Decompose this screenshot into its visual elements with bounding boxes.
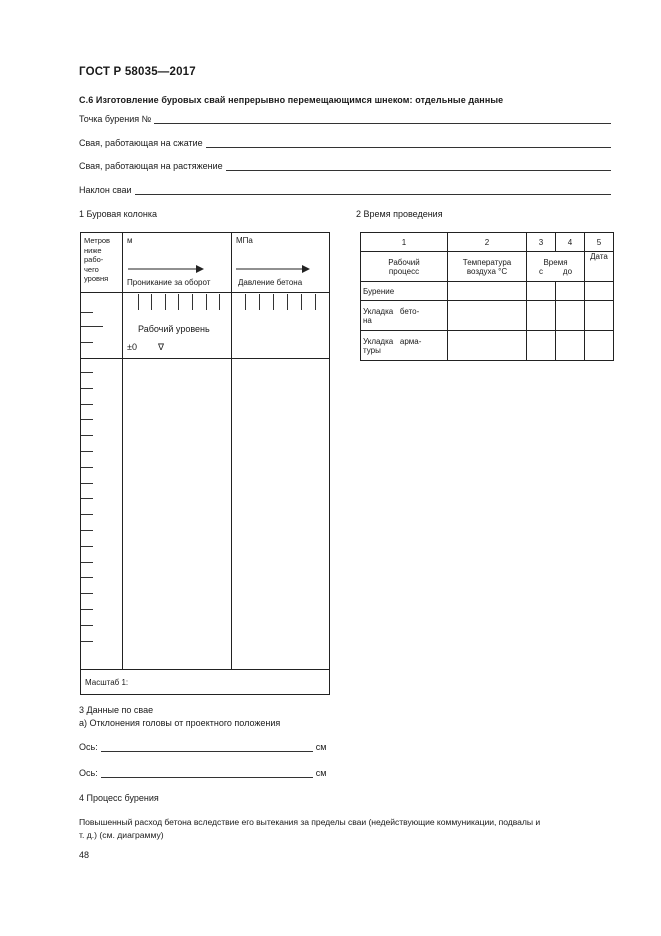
pile-data-heading: 3 Данные по свае (79, 705, 154, 715)
scale-tick (287, 294, 288, 310)
field-label: Свая, работающая на растяжение (79, 161, 223, 171)
depth-dash (81, 562, 93, 563)
depth-dash (81, 483, 93, 484)
field-tension-pile[interactable] (79, 161, 611, 171)
scale-tick (165, 294, 166, 310)
scale-tick (206, 294, 207, 310)
process-text-line2: т. д.) (см. диаграмму) (79, 830, 164, 840)
cell[interactable] (585, 282, 614, 301)
cell[interactable] (527, 331, 556, 361)
depth-column-header: Метров ниже рабо- чего уровня (84, 236, 111, 283)
pressure-unit: МПа (236, 236, 253, 245)
scale-tick (245, 294, 246, 310)
depth-dash (81, 372, 93, 373)
depth-dash (81, 342, 93, 343)
page-number: 48 (79, 850, 90, 860)
scale-tick (151, 294, 152, 310)
drilling-column-table (80, 232, 330, 695)
depth-dash (81, 326, 103, 327)
depth-dash (81, 435, 93, 436)
field-drilling-point[interactable] (79, 114, 611, 124)
depth-dash (81, 467, 93, 468)
scale-tick (301, 294, 302, 310)
arrow-right-icon (128, 261, 200, 279)
page-header-title: ГОСТ Р 58035—2017 (79, 66, 196, 78)
drilling-column-heading: 1 Буровая колонка (79, 209, 157, 219)
row-divider (80, 669, 330, 670)
scale-tick (138, 294, 139, 310)
depth-dash (81, 625, 93, 626)
work-level-label: Рабочий уровень (138, 324, 210, 334)
depth-dash (81, 451, 93, 452)
fill-line (206, 138, 611, 148)
row-concreting: Укладка бето- на (361, 301, 448, 331)
scale-tick (273, 294, 274, 310)
depth-dash (81, 388, 93, 389)
depth-dash (81, 312, 93, 313)
row-divider (80, 292, 330, 293)
cell[interactable] (556, 301, 585, 331)
field-label: Точка бурения № (79, 114, 152, 124)
axis-field-1[interactable]: Ось: см (79, 742, 327, 752)
field-label: Свая, работающая на сжатие (79, 138, 203, 148)
cell[interactable] (585, 331, 614, 361)
depth-dash (81, 577, 93, 578)
field-compression-pile[interactable] (79, 138, 611, 148)
cell[interactable] (527, 282, 556, 301)
col-divider (231, 232, 232, 669)
process-text-line1: Повышенный расход бетона вследствие его вытекания за пределы сваи (недействующие коммуникации, подвалы и (79, 817, 541, 827)
scale-tick (178, 294, 179, 310)
cell[interactable] (527, 301, 556, 331)
cell[interactable] (585, 301, 614, 331)
axis-field-2[interactable]: Ось: см (79, 768, 327, 778)
depth-dash (81, 546, 93, 547)
triangle-icon: ∇ (158, 342, 165, 352)
fill-line (154, 114, 611, 124)
cell[interactable] (448, 301, 527, 331)
depth-dash (81, 641, 93, 642)
header-temperature: Температура воздуха °С (448, 252, 527, 282)
col-number: 2 (448, 233, 527, 252)
col-number: 4 (556, 233, 585, 252)
col-number: 3 (527, 233, 556, 252)
col-number: 1 (361, 233, 448, 252)
time-table (360, 232, 614, 361)
zero-mark: ±0 (127, 342, 137, 352)
fill-line (135, 185, 611, 195)
penetration-label: Проникание за оборот (127, 278, 211, 287)
scale-label: Масштаб 1: (85, 678, 129, 687)
arrow-right-icon (236, 261, 310, 279)
depth-dash (81, 404, 93, 405)
header-process: Рабочий процесс (361, 252, 448, 282)
depth-dash (81, 609, 93, 610)
depth-dash (81, 419, 93, 420)
field-label: Наклон сваи (79, 185, 132, 195)
drilling-process-heading: 4 Процесс бурения (79, 793, 159, 803)
fill-line (226, 161, 611, 171)
field-pile-inclination[interactable] (79, 185, 611, 195)
cell[interactable] (556, 331, 585, 361)
time-heading: 2 Время проведения (356, 209, 443, 219)
col-divider (122, 232, 123, 669)
depth-dash (81, 498, 93, 499)
cell[interactable] (448, 331, 527, 361)
pile-deviation-sub: а) Отклонения головы от проектного положения (79, 718, 281, 728)
scale-tick (192, 294, 193, 310)
cell[interactable] (448, 282, 527, 301)
cell[interactable] (556, 282, 585, 301)
header-time: Время с до (527, 252, 585, 282)
section-title: С.6 Изготовление буровых свай непрерывно перемещающимся шнеком: отдельные данные (79, 95, 504, 105)
row-divider (80, 358, 330, 359)
row-reinforcement: Укладка арма- туры (361, 331, 448, 361)
penetration-unit: м (127, 236, 133, 245)
scale-tick (219, 294, 220, 310)
depth-dash (81, 514, 93, 515)
col-number: 5 (585, 233, 614, 252)
scale-tick (259, 294, 260, 310)
depth-dash (81, 530, 93, 531)
row-drilling: Бурение (361, 282, 448, 301)
header-date: Дата (585, 252, 614, 282)
depth-dash (81, 593, 93, 594)
fill-line (101, 742, 313, 752)
fill-line (101, 768, 313, 778)
scale-tick (315, 294, 316, 310)
pressure-label: Давление бетона (238, 278, 303, 287)
